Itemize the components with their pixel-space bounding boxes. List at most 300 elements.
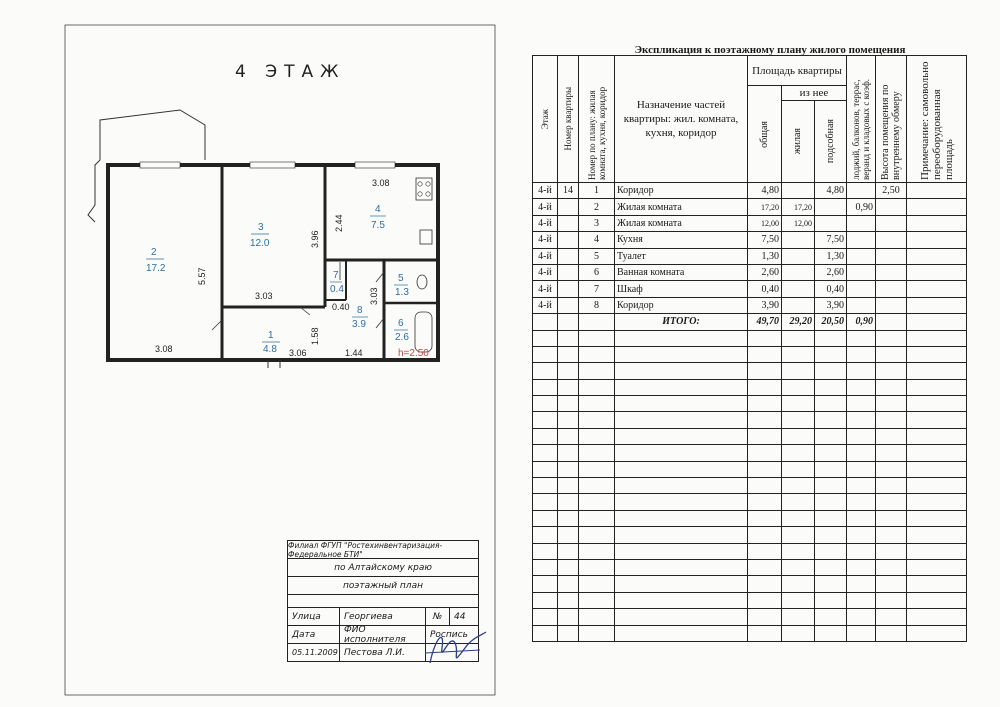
stamp-date-value: 05.11.2009 [288, 644, 340, 661]
empty-cell [615, 609, 748, 625]
cell-height [876, 281, 907, 297]
stamp-street-label: Улица [288, 608, 340, 625]
empty-cell [815, 363, 847, 379]
empty-cell [815, 592, 847, 608]
empty-cell [876, 330, 907, 346]
dim-room3-width: 3.03 [255, 291, 273, 301]
cell-height: 2,50 [876, 183, 907, 199]
empty-cell [533, 592, 558, 608]
ceiling-height-label: h=2.50 [398, 348, 429, 359]
empty-cell [558, 559, 579, 575]
cell-no: 8 [579, 297, 615, 313]
total-empty-cell [579, 314, 615, 330]
cell-aux: 2,60 [815, 264, 847, 280]
cell-name: Шкаф [615, 281, 748, 297]
empty-cell [847, 428, 876, 444]
empty-cell [579, 510, 615, 526]
empty-cell [558, 461, 579, 477]
cell-loggia [847, 232, 876, 248]
cell-apt [558, 248, 579, 264]
dim-corridor1-depth: 1.58 [310, 327, 320, 345]
cell-total: 2,60 [748, 264, 782, 280]
empty-cell [558, 592, 579, 608]
cell-name: Жилая комната [615, 199, 748, 215]
table-row [533, 297, 967, 313]
cell-floor: 4-й [533, 183, 558, 199]
empty-cell [579, 543, 615, 559]
empty-cell [748, 592, 782, 608]
empty-cell [907, 609, 967, 625]
empty-cell [907, 527, 967, 543]
empty-cell [615, 379, 748, 395]
empty-cell [847, 494, 876, 510]
cell-total: 7,50 [748, 232, 782, 248]
empty-row [533, 396, 967, 412]
empty-cell [907, 363, 967, 379]
cell-floor: 4-й [533, 199, 558, 215]
empty-cell [558, 609, 579, 625]
empty-cell [748, 379, 782, 395]
header-area: Площадь квартиры [748, 56, 847, 86]
empty-cell [579, 527, 615, 543]
empty-row [533, 576, 967, 592]
room-3-number: 3 [258, 222, 264, 233]
room-3-area: 12.0 [250, 238, 270, 249]
empty-cell [876, 379, 907, 395]
cell-living: 17,20 [782, 199, 815, 215]
empty-cell [907, 461, 967, 477]
empty-cell [847, 478, 876, 494]
empty-cell [876, 478, 907, 494]
empty-cell [533, 379, 558, 395]
cell-loggia [847, 183, 876, 199]
empty-cell [847, 461, 876, 477]
empty-cell [782, 559, 815, 575]
empty-cell [558, 543, 579, 559]
cell-loggia [847, 264, 876, 280]
header-living: жилая [782, 101, 815, 183]
empty-cell [815, 396, 847, 412]
header-floor: Этаж [533, 56, 558, 183]
empty-cell [615, 510, 748, 526]
empty-cell [907, 494, 967, 510]
empty-cell [579, 609, 615, 625]
stamp-no-label: № [426, 608, 450, 625]
empty-cell [907, 379, 967, 395]
cell-name: Туалет [615, 248, 748, 264]
empty-cell [579, 330, 615, 346]
empty-cell [815, 478, 847, 494]
empty-cell [876, 346, 907, 362]
empty-cell [847, 609, 876, 625]
empty-cell [533, 559, 558, 575]
cell-no: 5 [579, 248, 615, 264]
empty-cell [876, 559, 907, 575]
cell-floor: 4-й [533, 248, 558, 264]
cell-apt [558, 232, 579, 248]
cell-height [876, 232, 907, 248]
table-row [533, 232, 967, 248]
room-8-number: 8 [357, 305, 363, 316]
empty-cell [782, 625, 815, 641]
empty-row [533, 625, 967, 641]
dim-closet-width: 0.40 [332, 302, 350, 312]
empty-cell [558, 625, 579, 641]
empty-cell [533, 478, 558, 494]
empty-cell [748, 330, 782, 346]
empty-cell [579, 445, 615, 461]
empty-cell [907, 478, 967, 494]
total-row [533, 314, 967, 330]
cell-floor: 4-й [533, 264, 558, 280]
empty-cell [748, 396, 782, 412]
cell-floor: 4-й [533, 297, 558, 313]
empty-cell [579, 363, 615, 379]
empty-cell [876, 494, 907, 510]
table-row [533, 281, 967, 297]
empty-cell [579, 576, 615, 592]
empty-cell [782, 576, 815, 592]
cell-aux: 1,30 [815, 248, 847, 264]
cell-loggia: 0,90 [847, 199, 876, 215]
room-1-number: 1 [268, 330, 274, 341]
empty-cell [847, 527, 876, 543]
empty-cell [907, 412, 967, 428]
empty-cell [907, 445, 967, 461]
empty-cell [876, 625, 907, 641]
room-1-area: 4.8 [263, 344, 277, 355]
cell-name: Кухня [615, 232, 748, 248]
room-7-area: 0.4 [330, 284, 344, 295]
cell-apt [558, 297, 579, 313]
empty-cell [782, 428, 815, 444]
empty-cell [876, 461, 907, 477]
empty-cell [533, 609, 558, 625]
empty-cell [615, 330, 748, 346]
empty-cell [815, 428, 847, 444]
empty-cell [533, 428, 558, 444]
empty-cell [907, 592, 967, 608]
empty-cell [558, 527, 579, 543]
empty-row [533, 412, 967, 428]
empty-row [533, 510, 967, 526]
empty-cell [907, 330, 967, 346]
empty-cell [815, 412, 847, 428]
table-row [533, 183, 967, 199]
room-6-area: 2.6 [395, 332, 409, 343]
table-row [533, 264, 967, 280]
cell-living [782, 264, 815, 280]
empty-cell [748, 494, 782, 510]
cell-apt [558, 199, 579, 215]
empty-cell [615, 412, 748, 428]
empty-cell [533, 346, 558, 362]
empty-cell [579, 478, 615, 494]
empty-cell [558, 478, 579, 494]
empty-cell [876, 510, 907, 526]
dim-kitchen-width: 3.08 [372, 178, 390, 188]
empty-cell [558, 330, 579, 346]
empty-cell [815, 461, 847, 477]
empty-cell [782, 609, 815, 625]
empty-cell [615, 396, 748, 412]
empty-cell [748, 559, 782, 575]
empty-cell [907, 576, 967, 592]
cell-total: 12,00 [748, 215, 782, 231]
cell-floor: 4-й [533, 232, 558, 248]
empty-cell [907, 346, 967, 362]
cell-loggia [847, 297, 876, 313]
dim-kitchen-depth: 2.44 [334, 214, 344, 232]
empty-cell [876, 609, 907, 625]
empty-cell [782, 412, 815, 428]
empty-cell [579, 379, 615, 395]
empty-cell [615, 543, 748, 559]
explication-body [533, 183, 967, 642]
room-4-area: 7.5 [371, 220, 385, 231]
empty-cell [907, 559, 967, 575]
dim-room2-width: 3.08 [155, 344, 173, 354]
empty-cell [579, 592, 615, 608]
stamp-fio-value: Пестова Л.И. [340, 644, 426, 661]
room-4-number: 4 [375, 204, 381, 215]
cell-aux: 3,90 [815, 297, 847, 313]
cell-floor: 4-й [533, 281, 558, 297]
empty-cell [615, 428, 748, 444]
table-row [533, 215, 967, 231]
empty-cell [533, 510, 558, 526]
empty-cell [579, 396, 615, 412]
empty-cell [615, 478, 748, 494]
empty-cell [876, 428, 907, 444]
empty-cell [558, 396, 579, 412]
empty-cell [615, 527, 748, 543]
empty-cell [748, 543, 782, 559]
cell-note [907, 297, 967, 313]
stamp-spacer [288, 595, 478, 608]
empty-cell [782, 445, 815, 461]
empty-cell [615, 576, 748, 592]
cell-aux [815, 215, 847, 231]
empty-cell [876, 412, 907, 428]
stamp-doc-title: поэтажный план [288, 577, 478, 595]
empty-cell [748, 609, 782, 625]
empty-cell [907, 510, 967, 526]
header-height: Высота помещения по внутреннему обмеру [876, 56, 907, 183]
empty-cell [748, 412, 782, 428]
cell-total: 4,80 [748, 183, 782, 199]
empty-row [533, 346, 967, 362]
cell-apt [558, 264, 579, 280]
empty-cell [782, 396, 815, 412]
header-purpose: Назначение частей квартиры: жил. комната, кухня, коридор [615, 56, 748, 183]
cell-apt [558, 281, 579, 297]
empty-cell [782, 510, 815, 526]
empty-cell [579, 346, 615, 362]
empty-cell [907, 625, 967, 641]
cell-note [907, 232, 967, 248]
explication-title: Экспликация к поэтажному плану жилого помещения [634, 44, 906, 56]
empty-cell [558, 412, 579, 428]
empty-cell [907, 543, 967, 559]
empty-cell [782, 363, 815, 379]
empty-cell [558, 363, 579, 379]
cell-loggia [847, 281, 876, 297]
empty-cell [615, 494, 748, 510]
cell-aux: 4,80 [815, 183, 847, 199]
empty-cell [533, 494, 558, 510]
empty-cell [533, 363, 558, 379]
empty-cell [748, 363, 782, 379]
header-plan-no: Номер по плану: жилая комната, кухня, коридор [579, 56, 615, 183]
empty-cell [533, 576, 558, 592]
empty-cell [533, 625, 558, 641]
empty-cell [815, 494, 847, 510]
cell-living [782, 232, 815, 248]
stamp-org-line1: Филиал ФГУП "Ростехинвентаризация-Федеральное БТИ" [288, 541, 478, 559]
empty-cell [579, 428, 615, 444]
cell-living [782, 248, 815, 264]
empty-row [533, 609, 967, 625]
cell-apt [558, 215, 579, 231]
cell-height [876, 264, 907, 280]
empty-cell [847, 576, 876, 592]
empty-cell [907, 428, 967, 444]
header-loggia: лоджий, балконов, террас, веранд и кладовых с коэф. [847, 56, 876, 183]
empty-cell [558, 510, 579, 526]
empty-cell [876, 592, 907, 608]
cell-no: 6 [579, 264, 615, 280]
total-empty-cell [533, 314, 558, 330]
cell-living [782, 183, 815, 199]
cell-height [876, 248, 907, 264]
room-2-number: 2 [151, 247, 157, 258]
empty-cell [558, 346, 579, 362]
cell-height [876, 199, 907, 215]
empty-cell [615, 445, 748, 461]
stamp-fio-label: ФИО исполнителя [340, 626, 426, 643]
empty-row [533, 478, 967, 494]
room-2-area: 17.2 [146, 263, 166, 274]
empty-cell [876, 543, 907, 559]
empty-cell [815, 559, 847, 575]
empty-cell [579, 494, 615, 510]
room-7-number: 7 [333, 270, 339, 281]
cell-floor: 4-й [533, 215, 558, 231]
empty-cell [876, 576, 907, 592]
cell-note [907, 281, 967, 297]
stamp-no-value: 44 [454, 611, 466, 622]
stamp-sign-label: Роспись [430, 629, 468, 640]
total-empty-cell [907, 314, 967, 330]
empty-cell [748, 445, 782, 461]
empty-cell [876, 363, 907, 379]
empty-cell [748, 478, 782, 494]
cell-total: 1,30 [748, 248, 782, 264]
empty-cell [782, 543, 815, 559]
empty-cell [782, 494, 815, 510]
empty-cell [815, 379, 847, 395]
cell-no: 1 [579, 183, 615, 199]
floor-title: 4 ЭТАЖ [235, 62, 346, 82]
empty-cell [558, 445, 579, 461]
cell-name: Ванная комната [615, 264, 748, 280]
dim-corridor1-width: 3.06 [289, 348, 307, 358]
room-6-number: 6 [398, 318, 404, 329]
total-loggia: 0,90 [847, 314, 876, 330]
empty-cell [782, 478, 815, 494]
empty-cell [907, 396, 967, 412]
explication-table [532, 55, 967, 642]
cell-name: Коридор [615, 297, 748, 313]
empty-cell [847, 543, 876, 559]
empty-cell [782, 379, 815, 395]
cell-total: 0,40 [748, 281, 782, 297]
total-total: 49,70 [748, 314, 782, 330]
total-living: 29,20 [782, 314, 815, 330]
cell-note [907, 199, 967, 215]
empty-cell [615, 559, 748, 575]
room-8-area: 3.9 [352, 319, 366, 330]
cell-note [907, 215, 967, 231]
cell-note [907, 264, 967, 280]
total-label: ИТОГО: [615, 314, 748, 330]
empty-cell [615, 346, 748, 362]
empty-cell [847, 445, 876, 461]
cell-loggia [847, 215, 876, 231]
empty-cell [847, 363, 876, 379]
empty-cell [847, 559, 876, 575]
header-total: общая [748, 86, 782, 183]
empty-cell [748, 625, 782, 641]
dim-room3-depth: 3.96 [310, 230, 320, 248]
empty-row [533, 330, 967, 346]
empty-cell [782, 461, 815, 477]
empty-cell [847, 412, 876, 428]
empty-row [533, 445, 967, 461]
cell-living: 12,00 [782, 215, 815, 231]
empty-cell [782, 527, 815, 543]
empty-cell [533, 445, 558, 461]
cell-no: 2 [579, 199, 615, 215]
empty-cell [876, 527, 907, 543]
handwritten-signature [420, 618, 490, 678]
table-row [533, 248, 967, 264]
empty-cell [748, 510, 782, 526]
cell-no: 7 [579, 281, 615, 297]
total-aux: 20,50 [815, 314, 847, 330]
empty-row [533, 379, 967, 395]
empty-cell [533, 330, 558, 346]
empty-cell [533, 543, 558, 559]
empty-cell [815, 445, 847, 461]
cell-total: 17,20 [748, 199, 782, 215]
empty-cell [615, 625, 748, 641]
empty-cell [782, 592, 815, 608]
empty-row [533, 543, 967, 559]
empty-cell [579, 412, 615, 428]
empty-cell [748, 527, 782, 543]
cell-aux: 0,40 [815, 281, 847, 297]
empty-row [533, 527, 967, 543]
cell-name: Коридор [615, 183, 748, 199]
empty-row [533, 592, 967, 608]
room-5-number: 5 [398, 273, 404, 284]
header-apt-no: Номер квартиры [558, 56, 579, 183]
empty-cell [579, 461, 615, 477]
empty-cell [579, 559, 615, 575]
empty-cell [815, 543, 847, 559]
